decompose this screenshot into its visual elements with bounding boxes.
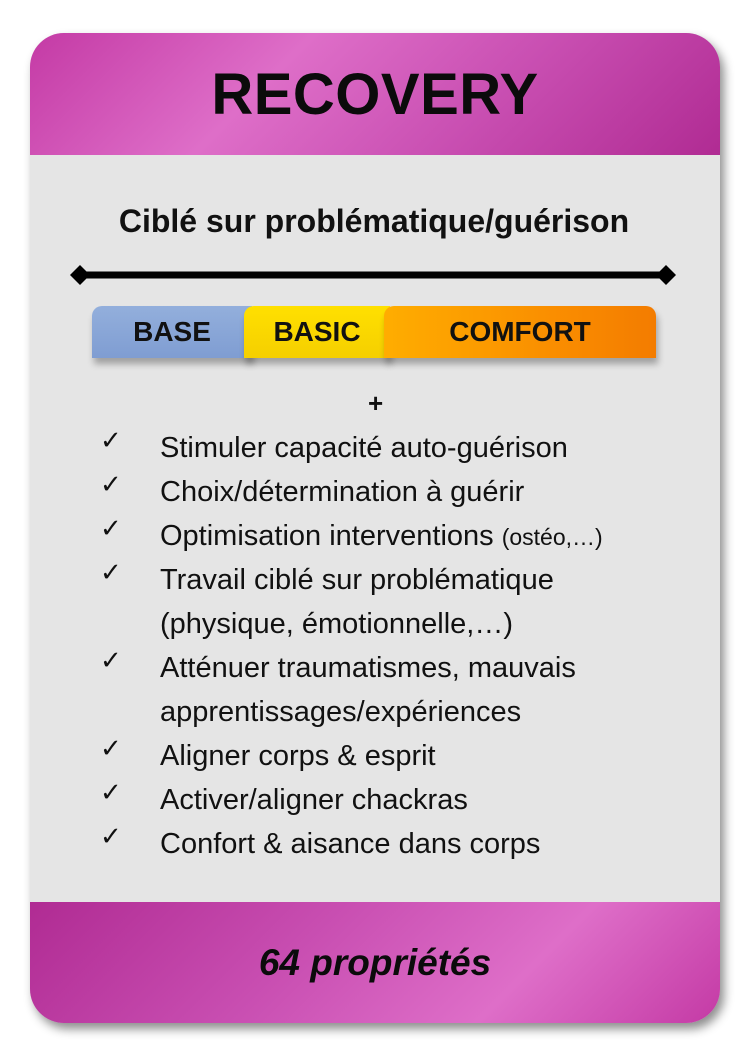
checkmark-icon: ✓ bbox=[100, 426, 122, 456]
properties-count: 64 propriétés bbox=[258, 941, 492, 983]
list-item bbox=[0, 558, 748, 646]
tier-basic bbox=[244, 306, 390, 358]
list-item-text bbox=[160, 514, 720, 559]
list-item-text: Choix/détermination à guérir bbox=[160, 476, 525, 508]
card-header bbox=[30, 33, 720, 155]
checkmark-icon: ✓ bbox=[100, 822, 122, 852]
list-item-line1: Travail ciblé sur problématique bbox=[160, 564, 554, 596]
card-footer bbox=[30, 902, 720, 1023]
card-subtitle: Ciblé sur problématique/guérison bbox=[118, 203, 630, 239]
list-item-line1: Atténuer traumatismes, mauvais bbox=[160, 652, 576, 684]
diamond-left-icon bbox=[70, 265, 90, 285]
list-item-text: Activer/aligner chackras bbox=[160, 784, 468, 816]
tier-comfort-label: COMFORT bbox=[449, 316, 591, 347]
list-item bbox=[0, 470, 748, 514]
range-line bbox=[68, 260, 680, 290]
tier-base bbox=[92, 306, 252, 358]
list-item-text bbox=[160, 646, 720, 734]
checkmark-icon: ✓ bbox=[100, 734, 122, 764]
list-item-text bbox=[160, 558, 720, 646]
plus-sign: + bbox=[368, 388, 384, 418]
list-item-line2: apprentissages/expériences bbox=[160, 696, 522, 728]
list-item bbox=[0, 426, 748, 470]
tier-comfort bbox=[384, 306, 656, 358]
checkmark-icon: ✓ bbox=[100, 514, 122, 544]
list-item-text: Confort & aisance dans corps bbox=[160, 828, 541, 860]
feature-list bbox=[0, 426, 748, 866]
list-item bbox=[0, 734, 748, 778]
checkmark-icon: ✓ bbox=[100, 558, 122, 588]
checkmark-icon: ✓ bbox=[100, 470, 122, 500]
list-item-note: (ostéo,…) bbox=[501, 524, 603, 550]
list-item bbox=[0, 822, 748, 866]
list-item bbox=[0, 778, 748, 822]
list-item-main: Optimisation interventions bbox=[160, 520, 502, 552]
list-item-text: Aligner corps & esprit bbox=[160, 740, 436, 772]
list-item-text: Stimuler capacité auto-guérison bbox=[160, 432, 568, 464]
tier-base-label: BASE bbox=[133, 316, 211, 347]
list-item bbox=[0, 514, 748, 558]
card-title: RECOVERY bbox=[211, 61, 539, 127]
diamond-right-icon bbox=[656, 265, 676, 285]
checkmark-icon: ✓ bbox=[100, 778, 122, 808]
tier-basic-label: BASIC bbox=[273, 316, 361, 347]
list-item-line2: (physique, émotionnelle,…) bbox=[160, 608, 514, 640]
list-item bbox=[0, 646, 748, 734]
checkmark-icon: ✓ bbox=[100, 646, 122, 676]
